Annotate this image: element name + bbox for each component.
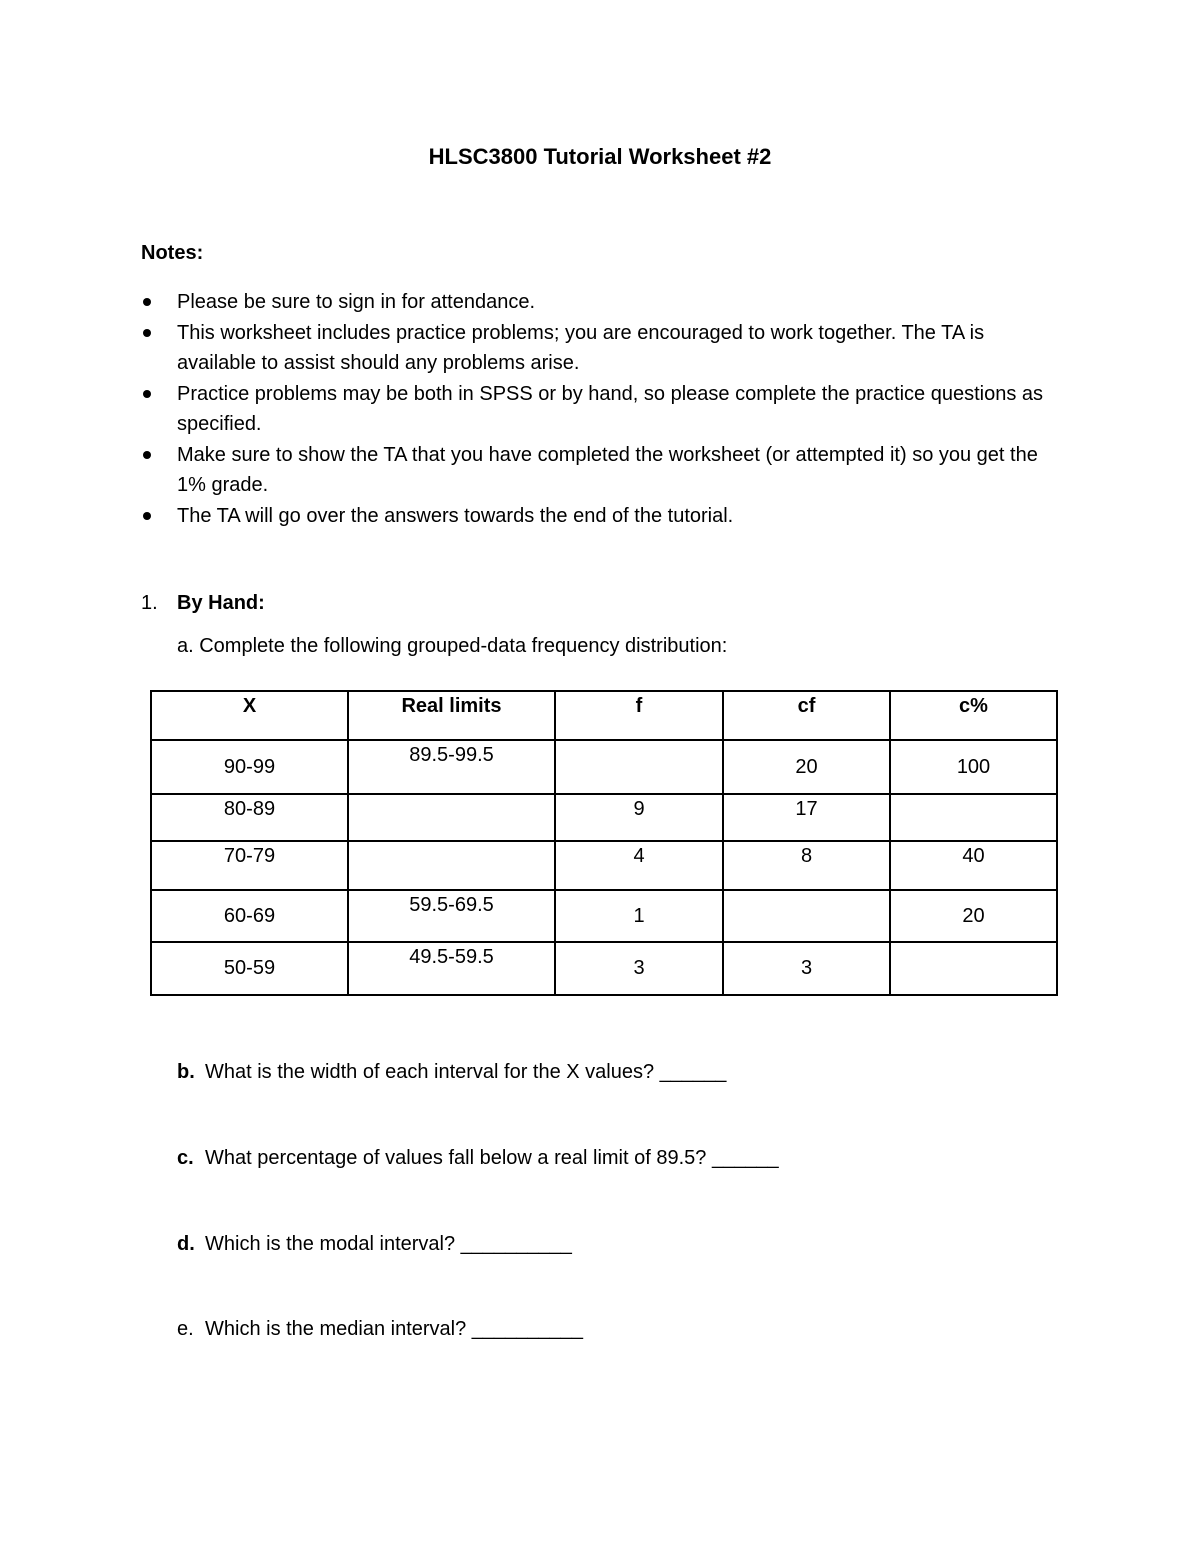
bullet-icon [143, 390, 151, 398]
note-text: Practice problems may be both in SPSS or by hand, so please complete the practice questions as specified. [177, 382, 1044, 435]
cell-cpercent: 40 [890, 841, 1057, 890]
note-item [141, 379, 1061, 440]
table-row [151, 794, 1057, 841]
bullet-icon [143, 512, 151, 520]
cell-x: 50-59 [151, 942, 348, 995]
cell-real-limits: 89.5-99.5 [348, 740, 555, 794]
header-real-limits: Real limits [348, 691, 555, 740]
notes-heading: Notes: [141, 242, 204, 264]
cell-x: 90-99 [151, 740, 348, 794]
cell-cf [723, 890, 890, 942]
frequency-table [150, 690, 1058, 996]
section-title: By Hand: [177, 592, 265, 614]
cell-f: 4 [555, 841, 723, 890]
question-text: What percentage of values fall below a real limit of 89.5? ______ [205, 1147, 779, 1169]
question-letter: b. [177, 1061, 195, 1083]
question-letter: c. [177, 1147, 194, 1169]
question-letter: d. [177, 1233, 195, 1255]
header-cf: cf [723, 691, 890, 740]
question-letter: e. [177, 1318, 194, 1340]
question-a: a. Complete the following grouped-data frequency distribution: [177, 635, 728, 657]
table-row [151, 942, 1057, 995]
bullet-icon [143, 298, 151, 306]
table-row [151, 740, 1057, 794]
note-text: Make sure to show the TA that you have completed the worksheet (or attempted it) so you get the 1% grade. [177, 443, 1038, 496]
note-text: This worksheet includes practice problems; you are encouraged to work together. The TA is available to assist should any problems arise. [177, 321, 985, 374]
cell-real-limits: 49.5-59.5 [348, 942, 555, 995]
cell-cf: 3 [723, 942, 890, 995]
cell-cf: 17 [723, 794, 890, 841]
cell-f: 1 [555, 890, 723, 942]
cell-cpercent [890, 794, 1057, 841]
bullet-icon [143, 329, 151, 337]
header-f: f [555, 691, 723, 740]
question-d [177, 1233, 572, 1256]
cell-cpercent: 100 [890, 740, 1057, 794]
bullet-icon [143, 451, 151, 459]
cell-x: 60-69 [151, 890, 348, 942]
section-1-heading [141, 592, 265, 615]
cell-cpercent: 20 [890, 890, 1057, 942]
question-text: What is the width of each interval for the X values? ______ [205, 1061, 727, 1083]
cell-cpercent [890, 942, 1057, 995]
cell-real-limits: 59.5-69.5 [348, 890, 555, 942]
question-text: Which is the modal interval? __________ [205, 1233, 572, 1255]
cell-f: 9 [555, 794, 723, 841]
question-c [177, 1147, 779, 1170]
note-text: Please be sure to sign in for attendance. [177, 291, 536, 313]
page-title: HLSC3800 Tutorial Worksheet #2 [428, 144, 772, 169]
header-cpercent: c% [890, 691, 1057, 740]
cell-f: 3 [555, 942, 723, 995]
cell-x: 80-89 [151, 794, 348, 841]
header-x: X [151, 691, 348, 740]
table-row [151, 841, 1057, 890]
cell-x: 70-79 [151, 841, 348, 890]
question-b [177, 1061, 726, 1084]
section-number: 1. [141, 592, 158, 614]
note-item [141, 287, 1061, 318]
note-item [141, 501, 1061, 532]
question-text: Which is the median interval? __________ [205, 1318, 584, 1340]
table-row [151, 890, 1057, 942]
cell-real-limits [348, 794, 555, 841]
table-header-row [151, 691, 1057, 740]
note-item [141, 440, 1061, 501]
cell-cf: 8 [723, 841, 890, 890]
cell-real-limits [348, 841, 555, 890]
note-item [141, 318, 1061, 379]
cell-cf: 20 [723, 740, 890, 794]
cell-f [555, 740, 723, 794]
question-e [177, 1318, 583, 1341]
notes-list [141, 287, 1061, 531]
note-text: The TA will go over the answers towards the end of the tutorial. [177, 504, 734, 527]
